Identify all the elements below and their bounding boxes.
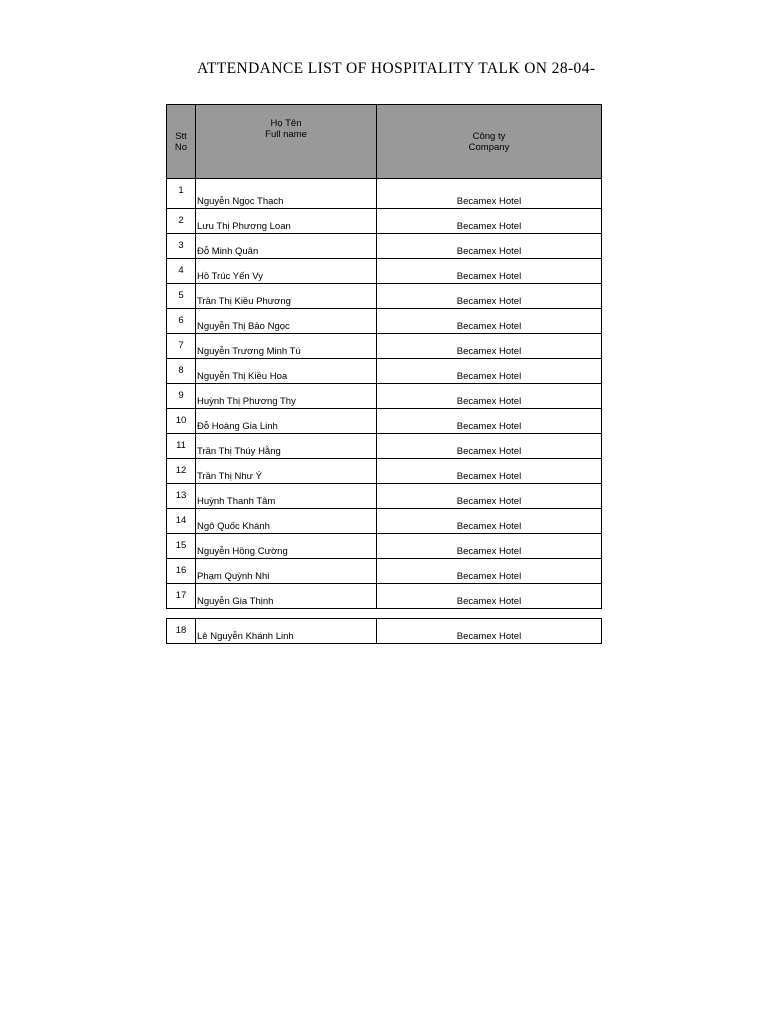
table-row <box>167 619 602 644</box>
table-row <box>167 334 602 359</box>
row-company: Becamex Hotel <box>377 179 602 209</box>
row-company: Becamex Hotel <box>377 334 602 359</box>
row-full-name: Nguyễn Thị Kiều Hoa <box>196 359 377 384</box>
row-company: Becamex Hotel <box>377 384 602 409</box>
row-number: 8 <box>167 359 196 384</box>
header-company-en: Company <box>468 141 510 153</box>
row-company: Becamex Hotel <box>377 484 602 509</box>
row-company: Becamex Hotel <box>377 559 602 584</box>
page-title: ATTENDANCE LIST OF HOSPITALITY TALK ON 28-04- <box>197 60 596 77</box>
row-full-name: Đỗ Hoàng Gia Linh <box>196 409 377 434</box>
row-company: Becamex Hotel <box>377 284 602 309</box>
row-full-name: Nguyễn Thị Bảo Ngọc <box>196 309 377 334</box>
row-number: 10 <box>167 409 196 434</box>
attendance-table-body <box>167 179 602 609</box>
row-company: Becamex Hotel <box>377 509 602 534</box>
table-row <box>167 309 602 334</box>
row-full-name: Nguyễn Ngọc Thạch <box>196 179 377 209</box>
attendance-extra-body <box>167 619 602 644</box>
row-full-name: Ngô Quốc Khánh <box>196 509 377 534</box>
table-row <box>167 459 602 484</box>
row-number: 14 <box>167 509 196 534</box>
row-number: 15 <box>167 534 196 559</box>
table-row <box>167 384 602 409</box>
row-full-name: Lê Nguyễn Khánh Linh <box>196 619 377 644</box>
row-full-name: Phạm Quỳnh Nhi <box>196 559 377 584</box>
table-row <box>167 179 602 209</box>
row-number: 7 <box>167 334 196 359</box>
table-row <box>167 409 602 434</box>
table-row <box>167 209 602 234</box>
row-full-name: Lưu Thị Phương Loan <box>196 209 377 234</box>
header-no-en: No <box>174 141 188 153</box>
row-number: 9 <box>167 384 196 409</box>
header-no-vi: Stt <box>175 130 187 142</box>
row-number: 3 <box>167 234 196 259</box>
row-number: 12 <box>167 459 196 484</box>
row-full-name: Trần Thị Như Ý <box>196 459 377 484</box>
row-full-name: Trần Thị Kiều Phương <box>196 284 377 309</box>
row-number: 18 <box>167 619 196 644</box>
row-company: Becamex Hotel <box>377 309 602 334</box>
row-full-name: Huỳnh Thị Phương Thy <box>196 384 377 409</box>
row-number: 13 <box>167 484 196 509</box>
table-row <box>167 434 602 459</box>
row-number: 6 <box>167 309 196 334</box>
row-company: Becamex Hotel <box>377 259 602 284</box>
table-header-row <box>167 105 602 179</box>
attendance-table-extra <box>166 618 602 644</box>
row-full-name: Huỳnh Thanh Tâm <box>196 484 377 509</box>
row-company: Becamex Hotel <box>377 584 602 609</box>
table-row <box>167 234 602 259</box>
row-full-name: Nguyễn Gia Thịnh <box>196 584 377 609</box>
table-row <box>167 509 602 534</box>
table-row <box>167 484 602 509</box>
header-name-en: Full name <box>265 129 307 140</box>
table-row <box>167 534 602 559</box>
row-number: 5 <box>167 284 196 309</box>
row-company: Becamex Hotel <box>377 434 602 459</box>
row-company: Becamex Hotel <box>377 619 602 644</box>
row-company: Becamex Hotel <box>377 459 602 484</box>
row-number: 1 <box>167 179 196 209</box>
table-row <box>167 584 602 609</box>
attendance-table <box>166 104 602 609</box>
row-full-name: Hồ Trúc Yến Vy <box>196 259 377 284</box>
header-no <box>167 105 196 179</box>
row-number: 4 <box>167 259 196 284</box>
row-full-name: Đỗ Minh Quân <box>196 234 377 259</box>
header-full-name <box>196 105 377 179</box>
header-company-vi: Công ty <box>472 130 506 142</box>
row-company: Becamex Hotel <box>377 409 602 434</box>
row-number: 2 <box>167 209 196 234</box>
row-number: 11 <box>167 434 196 459</box>
header-company <box>377 105 602 179</box>
table-row <box>167 284 602 309</box>
row-full-name: Nguyễn Trương Minh Tú <box>196 334 377 359</box>
row-full-name: Trần Thị Thúy Hằng <box>196 434 377 459</box>
row-company: Becamex Hotel <box>377 534 602 559</box>
row-number: 16 <box>167 559 196 584</box>
table-row <box>167 359 602 384</box>
table-row <box>167 259 602 284</box>
row-company: Becamex Hotel <box>377 209 602 234</box>
row-company: Becamex Hotel <box>377 359 602 384</box>
row-full-name: Nguyễn Hồng Cường <box>196 534 377 559</box>
header-name-vi: Họ Tên <box>270 118 302 129</box>
table-row <box>167 559 602 584</box>
row-number: 17 <box>167 584 196 609</box>
row-company: Becamex Hotel <box>377 234 602 259</box>
